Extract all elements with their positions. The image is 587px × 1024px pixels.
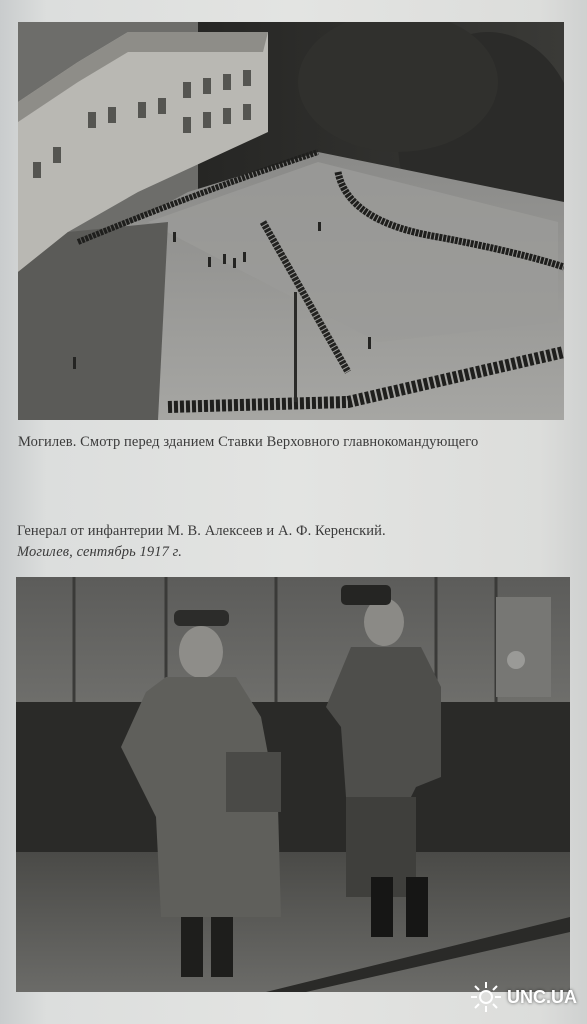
caption-portrait-title: Генерал от инфантерии М. В. Алексеев и А. Ф. Керенский. <box>17 523 386 539</box>
caption-portrait <box>17 521 557 563</box>
watermark-text: UNC.UA <box>507 986 577 1007</box>
sun-icon <box>469 980 503 1014</box>
caption-portrait-subtitle: Могилев, сентябрь 1917 г. <box>17 544 182 560</box>
caption-parade: Могилев. Смотр перед зданием Ставки Верховного главнокомандующего <box>18 434 479 450</box>
photo-alekseev-kerensky <box>16 577 570 992</box>
photo-parade-mogilev <box>18 22 564 420</box>
watermark-logo <box>469 980 577 1014</box>
